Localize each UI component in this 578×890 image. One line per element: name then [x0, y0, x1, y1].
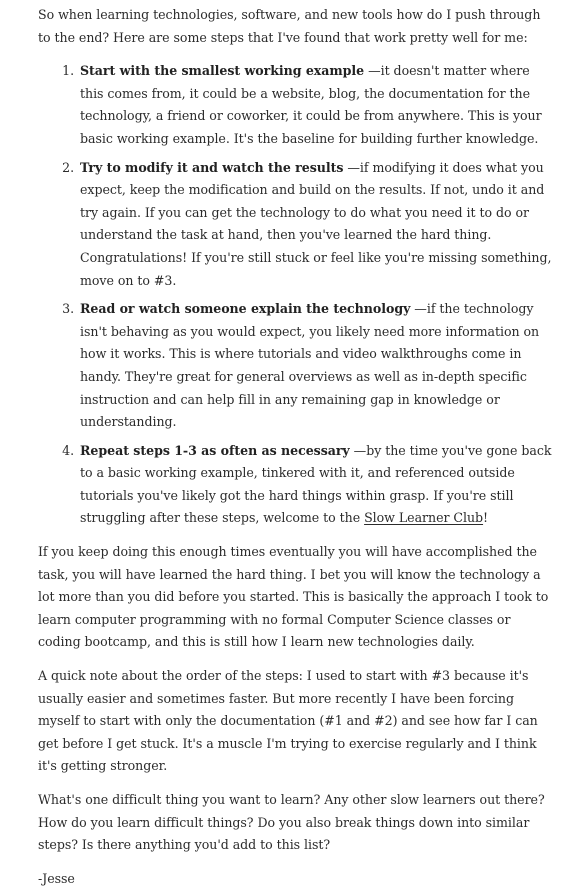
intro-paragraph: So when learning technologies, software, and new tools how do I push through to the end? Here are some steps that I've found that work pretty well for me: [38, 7, 541, 45]
step-body-end: ! [483, 510, 489, 526]
step-separator: — [364, 63, 381, 79]
body-paragraph: What's one difficult thing you want to learn? Any other slow learners out there? How do you learn difficult things? Do you also break things down into similar steps? Is there anything you'd add to this list? [38, 792, 545, 853]
signature: -Jesse [38, 870, 75, 886]
slow-learner-club-link[interactable]: Slow Learner Club [364, 510, 484, 526]
step-body: by the time you've gone back to a basic working example, tinkered with it, and referenced outside tutorials you've likely got the hard things within grasp. If you're still struggling after these steps, welcome to the [80, 442, 552, 526]
list-item [78, 157, 552, 293]
step-title: Try to modify it and watch the results [80, 159, 344, 175]
step-separator: — [349, 442, 367, 458]
steps-list [38, 60, 552, 530]
list-item [78, 298, 552, 434]
list-item [78, 440, 552, 530]
step-separator: — [410, 301, 427, 317]
body-paragraph: If you keep doing this enough times eventually you will have accomplished the task, you will have learned the hard thing. I bet you will know the technology a lot more than you did before you started. This is basically the approach I took to learn computer programming with no formal Computer Science classes or coding bootcamp, and this is still how I learn new technologies daily. [38, 544, 549, 650]
step-title: Read or watch someone explain the technology [80, 301, 411, 317]
step-title: Start with the smallest working example [80, 63, 365, 79]
step-separator: — [343, 159, 360, 175]
step-body: if modifying it does what you expect, keep the modification and build on the results. If not, undo it and try again. If you can get the technology to do what you need it to do or understand the task at hand, then you've learned the hard thing. Congratulations! If you're still stuck or feel like you're missing something, move on to #3. [80, 159, 552, 288]
step-title: Repeat steps 1-3 as often as necessary [80, 442, 350, 458]
body-paragraph: A quick note about the order of the steps: I used to start with #3 because it's usually easier and sometimes faster. But more recently I have been forcing myself to start with only the documentation (#1 and #2) and see how far I can get before I get stuck. It's a muscle I'm trying to exercise regularly and I think it's getting stronger. [38, 668, 538, 774]
step-body: if the technology isn't behaving as you would expect, you likely need more information on how it works. This is where tutorials and video walkthroughs come in handy. They're great for general overviews as well as in-depth specific instruction and can help fill in any remaining gap in knowledge or understanding. [80, 301, 540, 430]
list-item [78, 60, 552, 150]
step-body: it doesn't matter where this comes from, it could be a website, blog, the documentation for the technology, a friend or coworker, it could be from anywhere. This is your basic working example. It's the baseline for building further knowledge. [80, 63, 542, 146]
